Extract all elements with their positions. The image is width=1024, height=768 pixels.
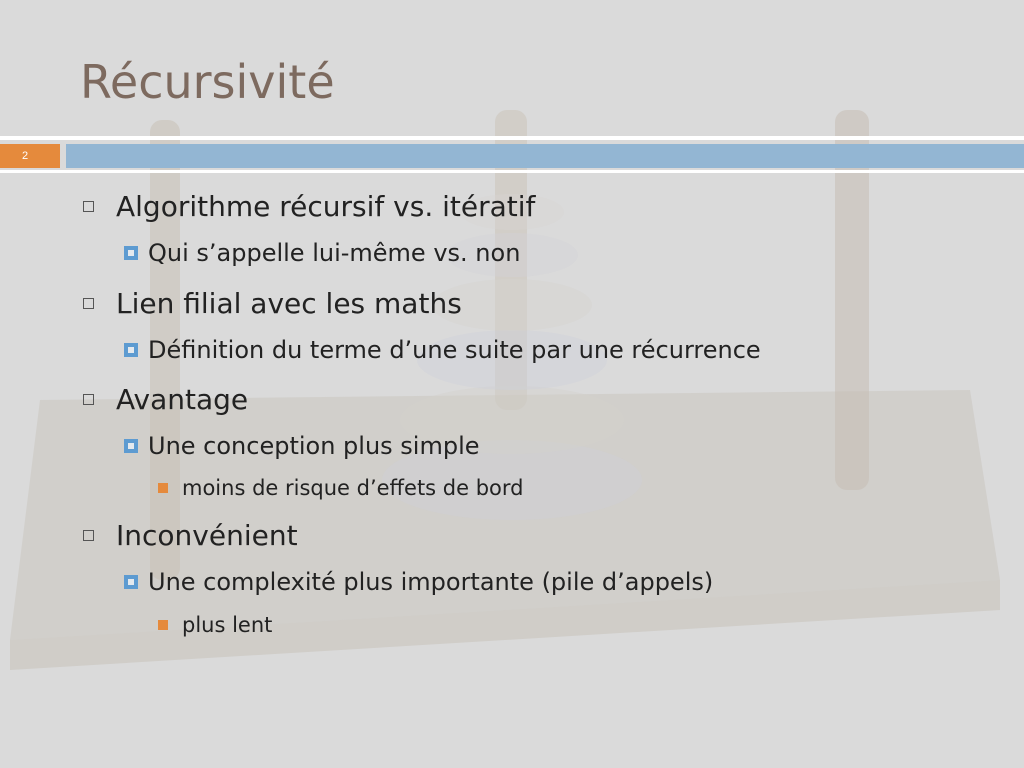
sub-sub-bullet-item xyxy=(158,610,272,640)
blue-square-bullet-icon xyxy=(124,246,138,260)
orange-square-bullet-icon xyxy=(158,620,168,630)
bullet-item xyxy=(83,379,248,419)
orange-square-bullet-icon xyxy=(158,483,168,493)
hollow-square-bullet-icon xyxy=(83,201,94,212)
hollow-square-bullet-icon xyxy=(83,530,94,541)
sub-bullet-item xyxy=(124,236,520,270)
bullet-item xyxy=(83,283,462,323)
sub-bullet-text: Une conception plus simple xyxy=(148,432,480,460)
sub-bullet-text: Une complexité plus importante (pile d’appels) xyxy=(148,568,714,596)
sub-bullet-item xyxy=(124,565,713,599)
bullet-text: Inconvénient xyxy=(116,518,298,552)
bullet-text: Algorithme récursif vs. itératif xyxy=(116,189,536,223)
blue-square-bullet-icon xyxy=(124,575,138,589)
slide-title: Récursivité xyxy=(80,55,335,109)
sub-sub-bullet-item xyxy=(158,473,524,503)
sub-bullet-item xyxy=(124,333,761,367)
sub-bullet-text: Qui s’appelle lui-même vs. non xyxy=(148,239,521,267)
slide-number-badge: 2 xyxy=(0,144,60,168)
bullet-item xyxy=(83,186,535,226)
blue-square-bullet-icon xyxy=(124,439,138,453)
sub-sub-bullet-text: moins de risque d’effets de bord xyxy=(182,476,524,500)
bullet-text: Lien filial avec les maths xyxy=(116,286,462,320)
hollow-square-bullet-icon xyxy=(83,298,94,309)
bullet-text: Avantage xyxy=(116,382,249,416)
bullet-item xyxy=(83,515,298,555)
blue-square-bullet-icon xyxy=(124,343,138,357)
hollow-square-bullet-icon xyxy=(83,394,94,405)
sub-sub-bullet-text: plus lent xyxy=(182,613,273,637)
sub-bullet-item xyxy=(124,429,480,463)
sub-bullet-text: Définition du terme d’une suite par une récurrence xyxy=(148,336,761,364)
